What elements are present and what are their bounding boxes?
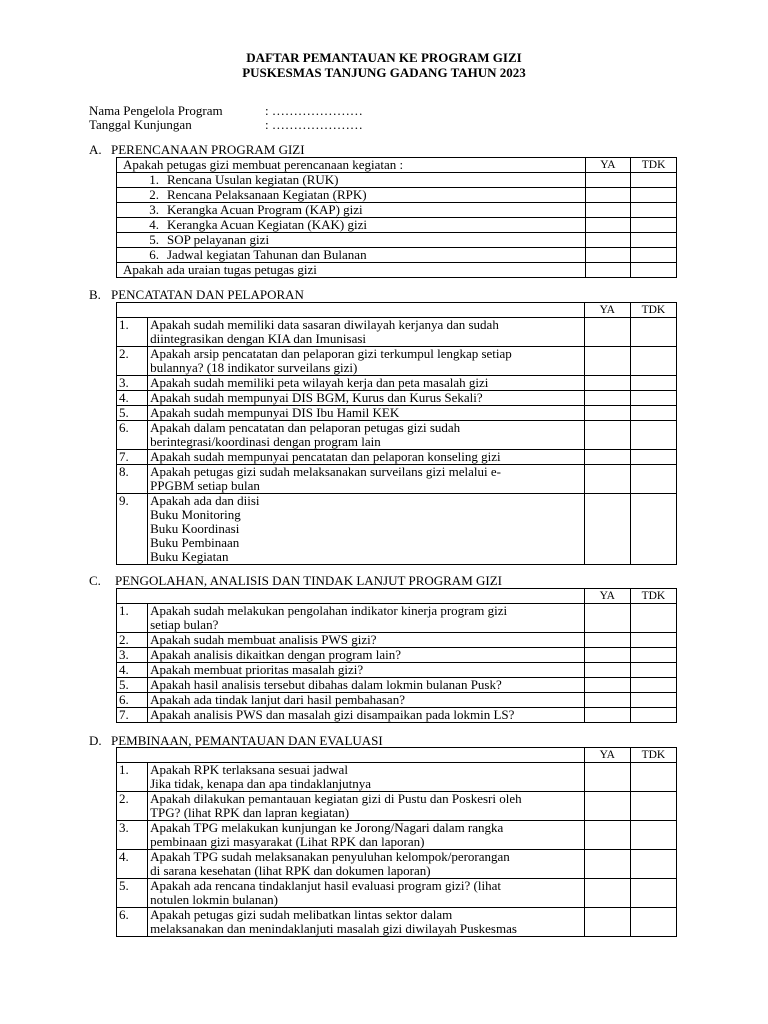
section-a-heading [89,142,305,158]
list-item: 4. Kerangka Acuan Kegiatan (KAK) gizi [117,218,586,233]
row-number: 7. [117,708,148,723]
section-d-letter: D. [89,733,102,748]
row-number: 1. [117,318,148,347]
table-row [117,663,677,678]
tdk-checkbox-cell[interactable] [630,648,676,663]
pengelola-value: : ………………… [265,103,363,118]
table-row [117,678,677,693]
ya-checkbox-cell[interactable] [585,263,631,278]
table-row [117,173,677,188]
ya-checkbox-cell[interactable] [584,391,630,406]
question-text: Apakah arsip pencatatan dan pelaporan gizi terkumpul lengkap setiap bulannya? (18 indikator surveilans gizi) [148,347,585,376]
section-c-table [116,588,677,723]
question-text: Apakah sudah melakukan pengolahan indikator kinerja program gizi setiap bulan? [148,604,585,633]
table-row [117,391,677,406]
ya-checkbox-cell[interactable] [584,821,630,850]
header-blank-cell [117,589,585,604]
row-number: 5. [117,678,148,693]
list-item: 6. Jadwal kegiatan Tahunan dan Bulanan [117,248,586,263]
row-number: 8. [117,465,148,494]
section-a-title: PERENCANAAN PROGRAM GIZI [111,142,305,157]
row-number: 1. [117,763,148,792]
ya-checkbox-cell[interactable] [584,648,630,663]
table-row [117,850,677,879]
row-number: 4. [117,663,148,678]
tdk-checkbox-cell[interactable] [630,792,676,821]
ya-checkbox-cell[interactable] [584,850,630,879]
row-number: 3. [117,821,148,850]
tdk-checkbox-cell[interactable] [630,663,676,678]
section-b-table [116,302,677,565]
row-number: 5. [117,406,148,421]
tdk-checkbox-cell[interactable] [630,494,676,565]
table-row [117,158,677,173]
section-a-table [116,157,677,278]
tdk-checkbox-cell[interactable] [630,347,676,376]
question-text: Apakah sudah mempunyai DIS BGM, Kurus dan Kurus Sekali? [148,391,585,406]
ya-checkbox-cell[interactable] [584,708,630,723]
row-number: 3. [117,376,148,391]
meta-kunjungan [89,117,363,133]
question-text: Apakah ada tindak lanjut dari hasil pembahasan? [148,693,585,708]
column-header-ya: YA [584,303,630,318]
table-row [117,633,677,648]
ya-checkbox-cell[interactable] [584,421,630,450]
tdk-checkbox-cell[interactable] [630,763,676,792]
row-number: 5. [117,879,148,908]
column-header-tdk: TDK [631,158,677,173]
table-row [117,376,677,391]
question-text: Apakah dilakukan pemantauan kegiatan gizi di Pustu dan Poskesri oleh TPG? (lihat RPK dan lapran kegiatan) [148,792,585,821]
ya-checkbox-cell[interactable] [584,879,630,908]
tdk-checkbox-cell[interactable] [630,604,676,633]
ya-checkbox-cell[interactable] [584,663,630,678]
tdk-checkbox-cell[interactable] [630,406,676,421]
question-text: Apakah sudah memiliki peta wilayah kerja dan peta masalah gizi [148,376,585,391]
tdk-checkbox-cell[interactable] [630,879,676,908]
row-number: 2. [117,792,148,821]
ya-checkbox-cell[interactable] [585,248,631,263]
tdk-checkbox-cell[interactable] [630,465,676,494]
column-header-ya: YA [585,158,631,173]
section-b-title: PENCATATAN DAN PELAPORAN [111,287,304,302]
row-number: 4. [117,391,148,406]
document-title-line2: PUSKESMAS TANJUNG GADANG TAHUN 2023 [242,65,526,80]
tdk-checkbox-cell[interactable] [630,450,676,465]
row-number: 2. [117,347,148,376]
ya-checkbox-cell[interactable] [585,218,631,233]
tdk-checkbox-cell[interactable] [630,908,676,937]
ya-checkbox-cell[interactable] [584,465,630,494]
header-blank-cell [117,748,585,763]
table-row [117,248,677,263]
ya-checkbox-cell[interactable] [584,494,630,565]
section-c-letter: C. [89,573,101,588]
table-row [117,233,677,248]
section-b-heading [89,287,304,303]
table-row [117,465,677,494]
ya-checkbox-cell[interactable] [585,233,631,248]
row-number: 6. [117,693,148,708]
table-row [117,604,677,633]
table-row [117,263,677,278]
table-row [117,494,677,565]
row-number: 9. [117,494,148,565]
question-text: Apakah analisis dikaitkan dengan program lain? [148,648,585,663]
tdk-checkbox-cell[interactable] [631,203,677,218]
tdk-checkbox-cell[interactable] [631,233,677,248]
question-text: Apakah sudah mempunyai DIS Ibu Hamil KEK [148,406,585,421]
ya-checkbox-cell[interactable] [584,347,630,376]
ya-checkbox-cell[interactable] [584,406,630,421]
table-row [117,303,677,318]
ya-checkbox-cell[interactable] [584,633,630,648]
list-item: 1. Rencana Usulan kegiatan (RUK) [117,173,586,188]
table-row [117,792,677,821]
tdk-checkbox-cell[interactable] [630,708,676,723]
question-text: Apakah petugas gizi sudah melibatkan lintas sektor dalam melaksanakan dan menindaklanjuti masalah gizi diwilayah Puskesmas [148,908,585,937]
table-row [117,203,677,218]
ya-checkbox-cell[interactable] [584,318,630,347]
column-header-ya: YA [584,589,630,604]
table-row [117,648,677,663]
row-number: 3. [117,648,148,663]
column-header-tdk: TDK [630,748,676,763]
section-c-heading [89,573,502,589]
tdk-checkbox-cell[interactable] [631,218,677,233]
table-row [117,318,677,347]
question-text: Apakah TPG melakukan kunjungan ke Jorong/Nagari dalam rangka pembinaan gizi masyarakat (Lihat RPK dan laporan) [148,821,585,850]
table-row [117,879,677,908]
section-d-table [116,747,677,937]
list-item: 5. SOP pelayanan gizi [117,233,586,248]
table-row [117,693,677,708]
tdk-checkbox-cell[interactable] [631,173,677,188]
ya-checkbox-cell[interactable] [585,188,631,203]
question-text: Apakah RPK terlaksana sesuai jadwal Jika tidak, kenapa dan apa tindaklanjutnya [148,763,585,792]
question-text: Apakah membuat prioritas masalah gizi? [148,663,585,678]
table-row [117,406,677,421]
tdk-checkbox-cell[interactable] [631,248,677,263]
table-row [117,708,677,723]
header-blank-cell [117,303,585,318]
row-number: 4. [117,850,148,879]
document-title-line1: DAFTAR PEMANTAUAN KE PROGRAM GIZI [246,50,522,65]
question-text: Apakah sudah memiliki data sasaran diwilayah kerjanya dan sudah diintegrasikan dengan KIA dan Imunisasi [148,318,585,347]
tdk-checkbox-cell[interactable] [630,318,676,347]
question-text: Apakah dalam pencatatan dan pelaporan petugas gizi sudah berintegrasi/koordinasi dengan program lain [148,421,585,450]
tdk-checkbox-cell[interactable] [631,263,677,278]
column-header-ya: YA [584,748,630,763]
list-item: 2. Rencana Pelaksanaan Kegiatan (RPK) [117,188,586,203]
question-text: Apakah hasil analisis tersebut dibahas dalam lokmin bulanan Pusk? [148,678,585,693]
table-row [117,188,677,203]
table-row [117,421,677,450]
section-d-title: PEMBINAAN, PEMANTAUAN DAN EVALUASI [111,733,383,748]
question-text: Apakah analisis PWS dan masalah gizi disampaikan pada lokmin LS? [148,708,585,723]
tdk-checkbox-cell[interactable] [630,850,676,879]
ya-checkbox-cell[interactable] [584,693,630,708]
question-text: Apakah petugas gizi sudah melaksanakan surveilans gizi melalui e- PPGBM setiap bulan [148,465,585,494]
question-text: Apakah sudah membuat analisis PWS gizi? [148,633,585,648]
row-number: 2. [117,633,148,648]
tdk-checkbox-cell[interactable] [630,693,676,708]
table-row [117,347,677,376]
tdk-checkbox-cell[interactable] [631,188,677,203]
tdk-checkbox-cell[interactable] [630,821,676,850]
kunjungan-value: : ………………… [265,117,363,132]
pengelola-label: Nama Pengelola Program [89,103,223,118]
column-header-tdk: TDK [630,303,676,318]
column-header-tdk: TDK [630,589,676,604]
ya-checkbox-cell[interactable] [584,604,630,633]
question-text: Apakah TPG sudah melaksanakan penyuluhan kelompok/perorangan di sarana kesehatan (lihat RPK dan dokumen laporan) [148,850,585,879]
tdk-checkbox-cell[interactable] [630,678,676,693]
tdk-checkbox-cell[interactable] [630,376,676,391]
section-a-question-2: Apakah ada uraian tugas petugas gizi [117,263,586,278]
row-number: 6. [117,908,148,937]
tdk-checkbox-cell[interactable] [630,391,676,406]
section-a-letter: A. [89,142,102,157]
row-number: 1. [117,604,148,633]
ya-checkbox-cell[interactable] [584,450,630,465]
row-number: 7. [117,450,148,465]
ya-checkbox-cell[interactable] [585,203,631,218]
section-c-title: PENGOLAHAN, ANALISIS DAN TINDAK LANJUT PROGRAM GIZI [115,573,502,588]
tdk-checkbox-cell[interactable] [630,633,676,648]
question-text: Apakah ada dan diisi Buku Monitoring Buku Koordinasi Buku Pembinaan Buku Kegiatan [148,494,585,565]
table-row [117,218,677,233]
row-number: 6. [117,421,148,450]
ya-checkbox-cell[interactable] [585,173,631,188]
section-a-question-1: Apakah petugas gizi membuat perencanaan kegiatan : [117,158,586,173]
kunjungan-label: Tanggal Kunjungan [89,117,192,132]
ya-checkbox-cell[interactable] [584,678,630,693]
ya-checkbox-cell[interactable] [584,376,630,391]
ya-checkbox-cell[interactable] [584,908,630,937]
table-row [117,763,677,792]
question-text: Apakah sudah mempunyai pencatatan dan pelaporan konseling gizi [148,450,585,465]
section-b-letter: B. [89,287,101,302]
ya-checkbox-cell[interactable] [584,792,630,821]
tdk-checkbox-cell[interactable] [630,421,676,450]
table-row [117,908,677,937]
ya-checkbox-cell[interactable] [584,763,630,792]
table-row [117,748,677,763]
question-text: Apakah ada rencana tindaklanjut hasil evaluasi program gizi? (lihat notulen lokmin bulanan) [148,879,585,908]
table-row [117,589,677,604]
list-item: 3. Kerangka Acuan Program (KAP) gizi [117,203,586,218]
table-row [117,821,677,850]
table-row [117,450,677,465]
